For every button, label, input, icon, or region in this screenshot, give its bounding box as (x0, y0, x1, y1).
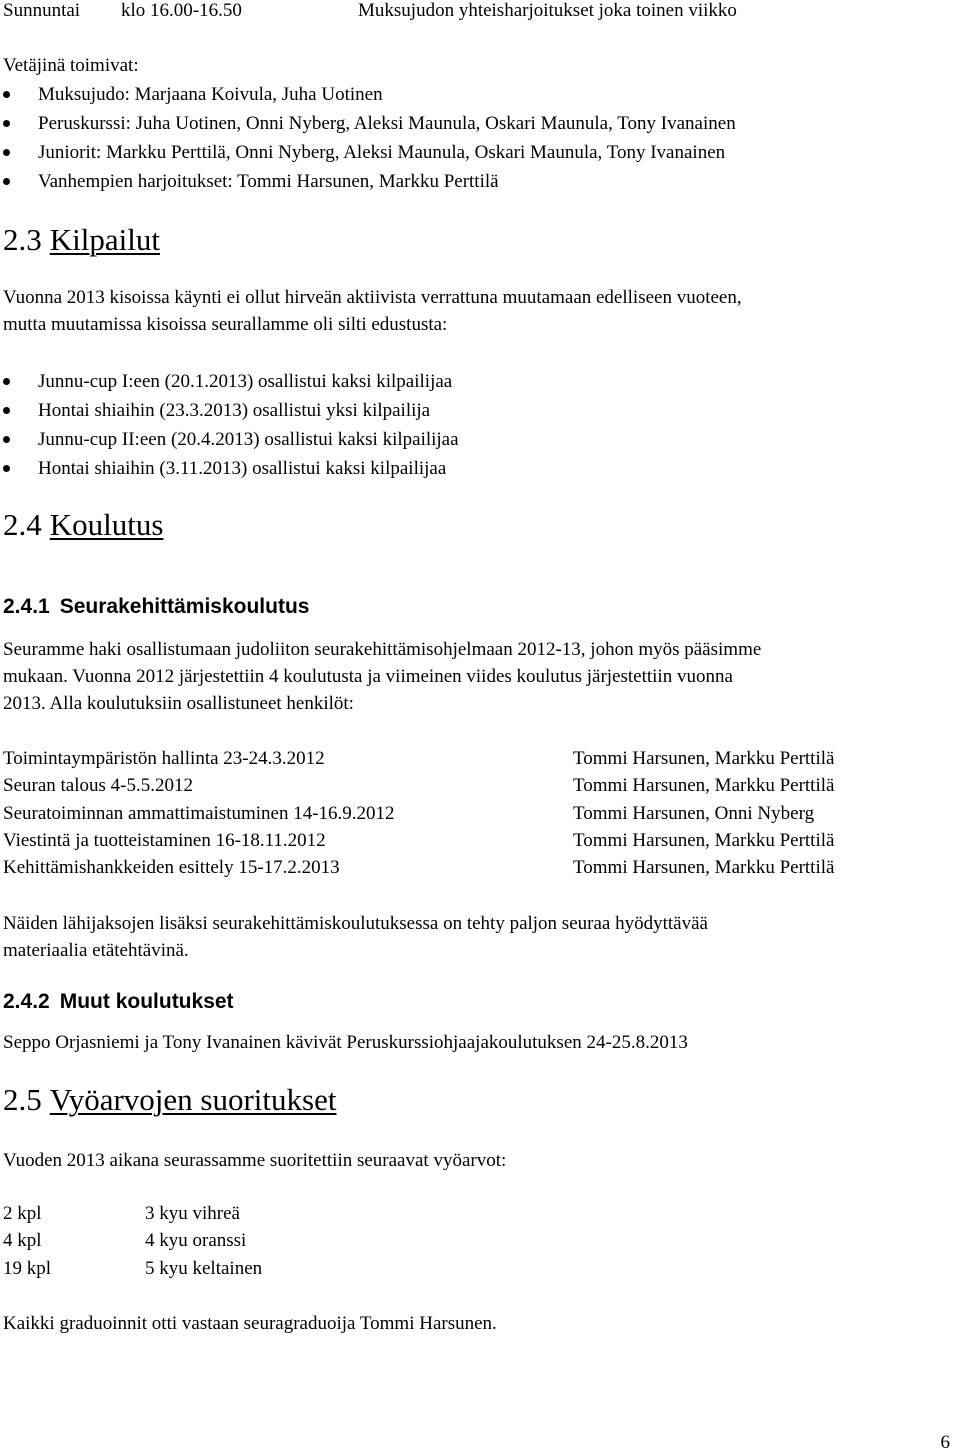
bullet-icon (3, 91, 10, 98)
paragraph-line: mukaan. Vuonna 2012 järjestettiin 4 koulutusta ja viimeinen viides koulutus järjestettiin vuonna (3, 666, 733, 687)
course-people: Tommi Harsunen, Markku Perttilä (573, 830, 835, 851)
grade-name: 5 kyu keltainen (145, 1258, 263, 1279)
paragraph-line: Vuonna 2013 kisoissa käynti ei ollut hirveän aktiivista verrattuna muutamaan edelliseen vuoteen, (3, 287, 742, 308)
header-day: Sunnuntai (3, 0, 81, 21)
section-heading-vyoarvot: 2.5 Vyöarvojen suoritukset (3, 1082, 337, 1117)
page-number: 6 (940, 1432, 950, 1453)
grade-count: 2 kpl (3, 1203, 42, 1224)
bullet-icon (3, 178, 10, 185)
paragraph-line: Näiden lähijaksojen lisäksi seurakehittämiskoulutuksessa on tehty paljon seuraa hyödyttävää (3, 913, 708, 934)
course-people: Tommi Harsunen, Markku Perttilä (573, 857, 835, 878)
course-people: Tommi Harsunen, Onni Nyberg (573, 803, 815, 824)
course-name: Seuran talous 4-5.5.2012 (3, 775, 193, 796)
course-name: Seuratoiminnan ammattimaistuminen 14-16.9.2012 (3, 803, 395, 824)
grade-count: 19 kpl (3, 1258, 52, 1279)
bullet-icon (3, 378, 10, 385)
bullet-icon (3, 120, 10, 127)
paragraph-line: 2013. Alla koulutuksiin osallistuneet henkilöt: (3, 693, 354, 714)
header-time: klo 16.00-16.50 (121, 0, 242, 21)
bullet-icon (3, 436, 10, 443)
bullet-icon (3, 149, 10, 156)
subsection-heading-seurakehittaminen: 2.4.1 Seurakehittämiskoulutus (3, 595, 310, 618)
grade-name: 3 kyu vihreä (145, 1203, 240, 1224)
paragraph-line: Vuoden 2013 aikana seurassamme suoritettiin seuraavat vyöarvot: (3, 1150, 507, 1171)
bullet-icon (3, 465, 10, 472)
paragraph-line: materiaalia etätehtävinä. (3, 940, 189, 961)
paragraph-line: Seuramme haki osallistumaan judoliiton seurakehittämisohjelmaan 2012-13, johon myös pääsimme (3, 639, 762, 660)
bullet-icon (3, 407, 10, 414)
course-name: Toimintaympäristön hallinta 23-24.3.2012 (3, 748, 325, 769)
course-people: Tommi Harsunen, Markku Perttilä (573, 775, 835, 796)
instructors-heading: Vetäjinä toimivat: (3, 55, 139, 76)
subsection-heading-muut: 2.4.2 Muut koulutukset (3, 990, 234, 1013)
grade-count: 4 kpl (3, 1230, 42, 1251)
paragraph-line: Kaikki graduoinnit otti vastaan seuragraduoija Tommi Harsunen. (3, 1313, 497, 1334)
paragraph-line: Seppo Orjasniemi ja Tony Ivanainen kävivät Peruskurssiohjaajakoulutuksen 24-25.8.2013 (3, 1032, 688, 1053)
header-event: Muksujudon yhteisharjoitukset joka toinen viikko (358, 0, 737, 21)
course-name: Viestintä ja tuotteistaminen 16-18.11.2012 (3, 830, 326, 851)
section-heading-koulutus: 2.4 Koulutus (3, 507, 164, 542)
paragraph-line: mutta muutamissa kisoissa seurallamme oli silti edustusta: (3, 314, 448, 335)
course-people: Tommi Harsunen, Markku Perttilä (573, 748, 835, 769)
section-heading-kilpailut: 2.3 Kilpailut (3, 222, 160, 257)
course-name: Kehittämishankkeiden esittely 15-17.2.2013 (3, 857, 340, 878)
grade-name: 4 kyu oranssi (145, 1230, 247, 1251)
